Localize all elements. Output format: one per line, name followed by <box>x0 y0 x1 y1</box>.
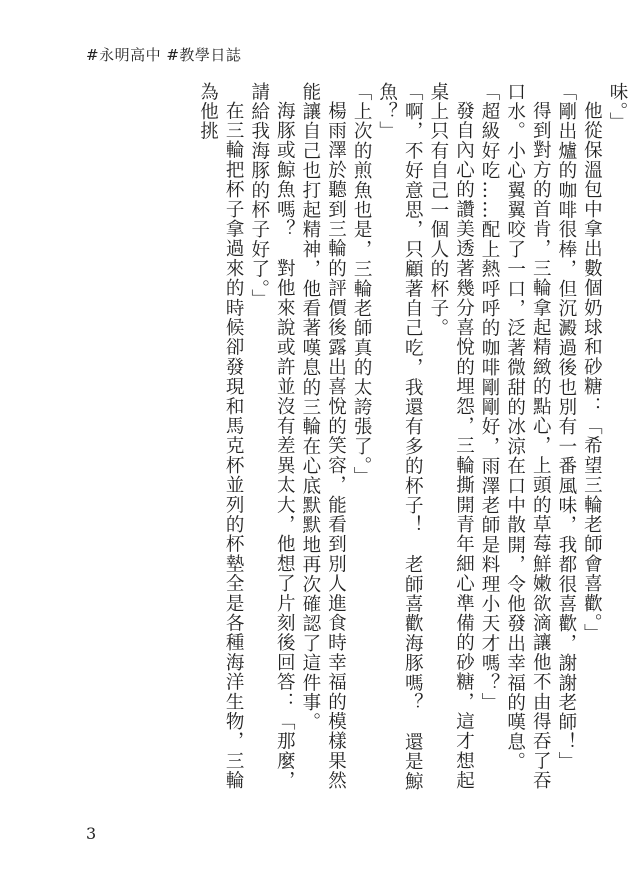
paragraph: 海豚或鯨魚嗎？ 對他來說或許並沒有差異太大，他想了片刻後回答：「那麼，請給我海豚的杯子好了。」 <box>248 82 296 790</box>
vertical-text-body <box>70 82 630 792</box>
paragraph: 他從保溫包中拿出數個奶球和砂糖：「希望三輪老師會喜歡。」 <box>581 100 603 643</box>
paragraph: 發自內心的讚美透著幾分喜悅的埋怨，三輪撕開青年細心準備的砂糖，這才想起桌上只有自己一個人的杯子。 <box>427 82 475 790</box>
paragraph: 「剛出爐的咖啡很棒，但沉澱過後也別有一番風味，我都很喜歡，謝謝老師！」 <box>555 82 577 772</box>
paragraph: 「上次的煎魚也是，三輪老師真的太誇張了。」 <box>351 82 373 487</box>
paragraph: 在三輪把杯子拿過來的時候卻發現和馬克杯並列的杯墊全是各種海洋生物，三輪為他挑 <box>197 82 245 790</box>
page-number: 3 <box>86 824 97 843</box>
paragraph: 得到對方的首肯，三輪拿起精緻的點心，上頭的草莓鮮嫩欲滴讓他不由得吞了吞口水。小心翼翼咬了一口，泛著微甜的冰涼在口中散開，令他發出幸福的嘆息。 <box>504 82 552 790</box>
paragraph: 「超級好吃……配上熱呼呼的咖啡剛剛好，雨澤老師是料理小天才嗎？」 <box>479 82 501 713</box>
paragraph: 「啊，不好意思，只顧著自己吃，我還有多的杯子！ 老師喜歡海豚嗎？ 還是鯨魚？」 <box>376 82 424 792</box>
paragraph: 楊雨澤於聽到三輪的評價後露出喜悅的笑容，能看到別人進食時幸福的模樣果然能讓自己也打起精神，他看著嘆息的三輪在心底默默地再次確認了這件事。 <box>299 82 347 790</box>
page-header-tags: #永明高中 #教學日誌 <box>86 46 242 64</box>
paragraph: 味。」 <box>607 82 628 132</box>
